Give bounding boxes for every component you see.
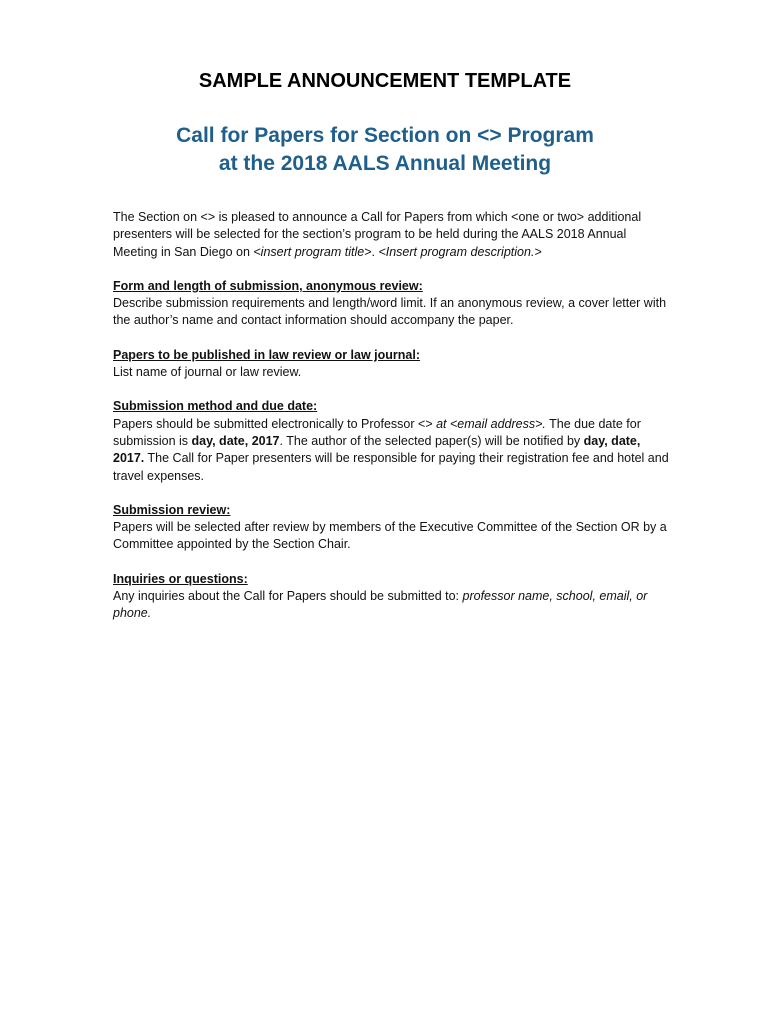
method-text-7: The Call for Paper presenters will be responsible for paying their registration fee and hotel and travel expenses. [113, 451, 669, 483]
method-text-1: Papers should be submitted electronically to Professor <> [113, 416, 437, 431]
publish-section [113, 347, 673, 382]
method-text-3: The due date for submission is [113, 416, 641, 448]
publish-text: List name of journal or law review. [113, 365, 302, 380]
page-title: SAMPLE ANNOUNCEMENT TEMPLATE [198, 70, 572, 92]
intro-program-description: <Insert program description.> [378, 244, 542, 259]
method-heading: Submission method and due date: [113, 399, 318, 414]
form-heading: Form and length of submission, anonymous review: [113, 278, 423, 293]
review-section [113, 502, 673, 554]
method-email: at <email address>. [436, 416, 546, 431]
inquiries-heading: Inquiries or questions: [113, 571, 248, 586]
intro-text-1: The Section on <> is pleased to announce a Call for Papers from which <one or two> additional presenters will be selected for the section’s program to be held during the AALS 2018 Annual Meeting in San Diego on [113, 210, 642, 259]
intro-paragraph [113, 209, 673, 261]
intro-program-title: <insert program title> [253, 244, 372, 259]
method-text-5: . The author of the selected paper(s) will be notified by [279, 433, 584, 448]
inquiries-text-1: Any inquiries about the Call for Papers should be submitted to: [113, 589, 463, 604]
announcement-subtitle [0, 122, 770, 178]
inquiries-contact: professor name, school, email, or phone. [113, 589, 648, 621]
subtitle-line-2: at the 2018 AALS Annual Meeting [218, 152, 552, 175]
method-due-date: day, date, 2017 [191, 433, 280, 448]
method-notify-date: day, date, 2017. [113, 433, 641, 466]
review-heading: Submission review: [113, 502, 231, 517]
inquiries-section [113, 571, 673, 623]
form-section [113, 278, 673, 330]
form-text: Describe submission requirements and length/word limit. If an anonymous review, a cover letter with the author’s name and contact information should accompany the paper. [113, 296, 667, 328]
intro-text-3: . [371, 244, 379, 259]
publish-heading: Papers to be published in law review or law journal: [113, 347, 421, 362]
subtitle-line-1: Call for Papers for Section on <> Program [176, 124, 594, 147]
method-section [113, 398, 673, 484]
document-body [113, 209, 673, 640]
review-text: Papers will be selected after review by members of the Executive Committee of the Section OR by a Committee appointed by the Section Chair. [113, 520, 667, 552]
